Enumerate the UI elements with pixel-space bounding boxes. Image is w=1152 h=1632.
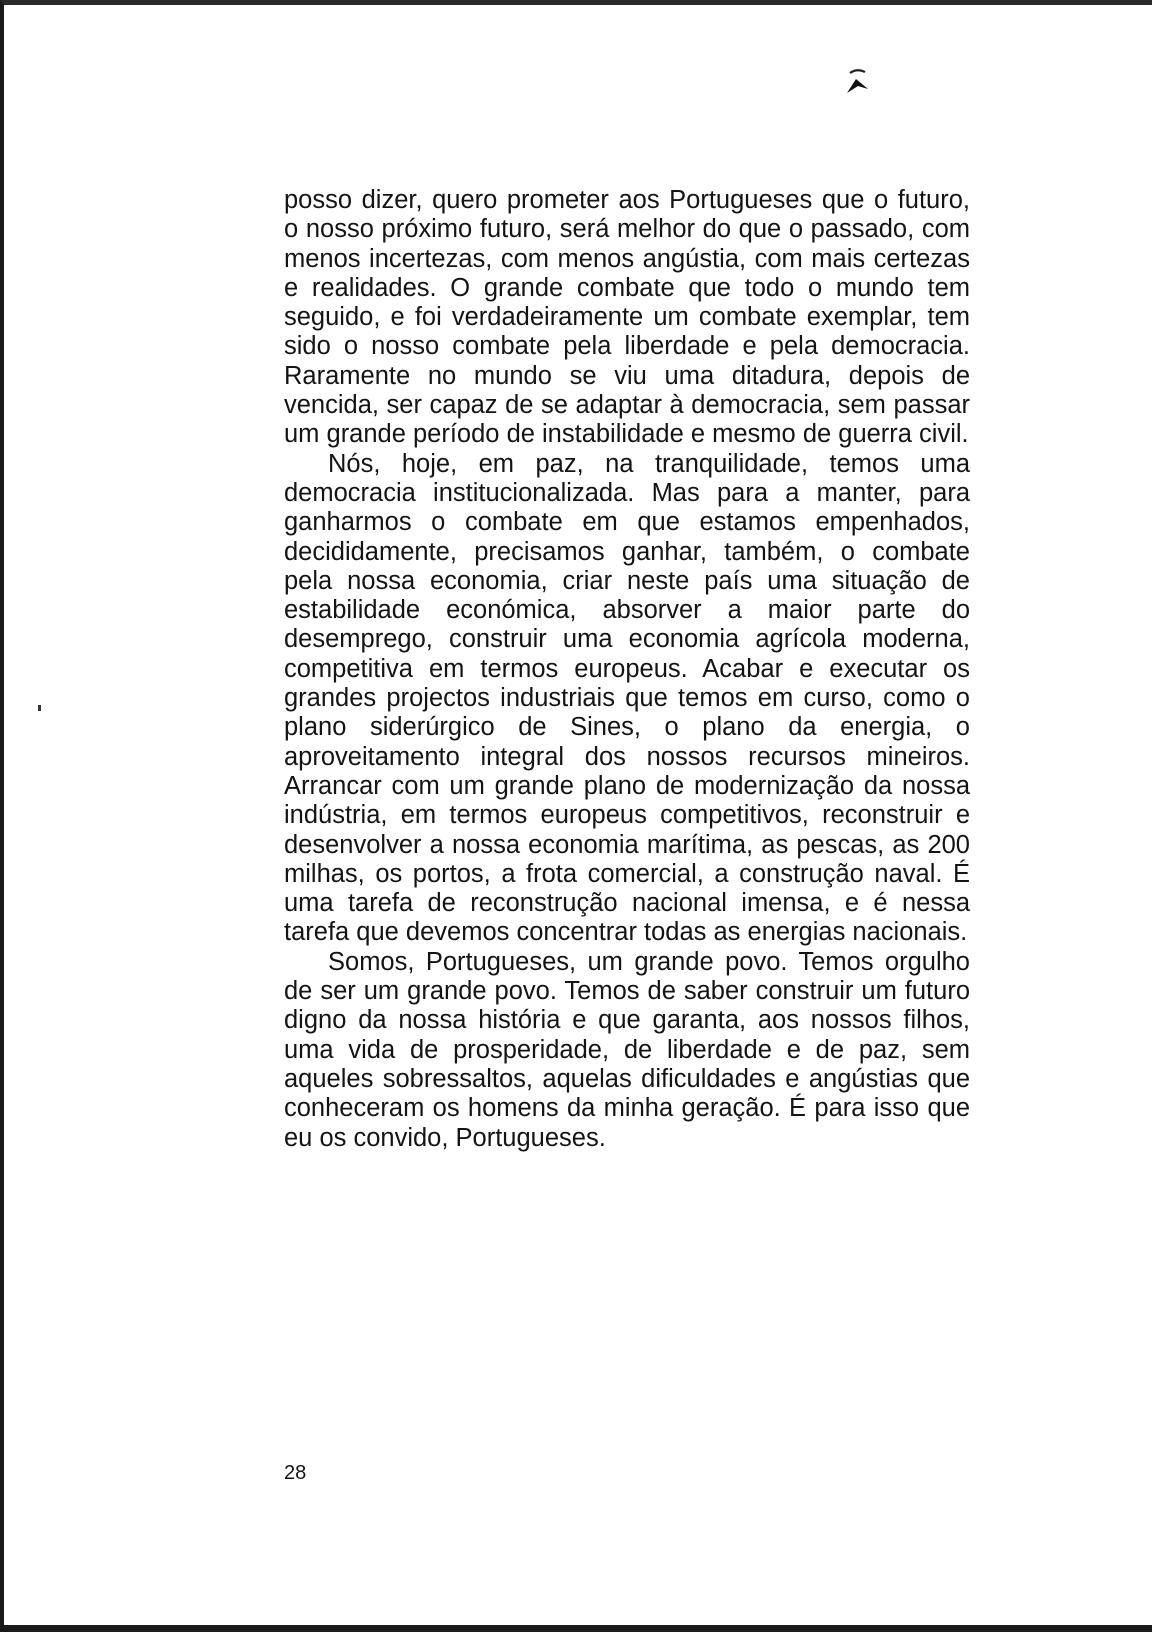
scan-speck: [38, 705, 41, 711]
page-number: 28: [284, 1462, 307, 1484]
paragraph-2: Nós, hoje, em paz, na tranquilidade, temos uma democracia institucionalizada. Mas para a manter, para ganharmos o combate em que estamos empenhados, decididamente, precisamos ganhar, também, o combate pela nossa economia, criar neste país uma situação de estabilidade económica, absorver a maior parte do desemprego, construir uma economia agrícola moderna, competitiva em termos europeus. Acabar e executar os grandes projectos industriais que temos em curso, como o plano siderúrgico de Sines, o plano da energia, o aproveitamento integral dos nossos recursos mineiros. Arrancar com um grande plano de modernização da nossa indústria, em termos europeus competitivos, reconstruir e desenvolver a nossa economia marítima, as pescas, as 200 milhas, os portos, a frota comercial, a construção naval. É uma tarefa de reconstrução nacional imensa, e é nessa tarefa que devemos concentrar todas as energias nacionais.: [284, 449, 970, 947]
body-text: [284, 186, 970, 1153]
paragraph-1: posso dizer, quero prometer aos Portugueses que o futuro, o nosso próximo futuro, será melhor do que o passado, com menos incertezas, com menos angústia, com mais certezas e realidades. O grande combate que todo o mundo tem seguido, e foi verdadeiramente um combate exemplar, tem sido o nosso combate pela liberdade e pela democracia. Raramente no mundo se viu uma ditadura, depois de vencida, ser capaz de se adaptar à democracia, sem passar um grande período de instabilidade e mesmo de guerra civil.: [284, 186, 970, 449]
paragraph-3: Somos, Portugueses, um grande povo. Temos orgulho de ser um grande povo. Temos de saber construir um futuro digno da nossa história e que garanta, aos nossos filhos, uma vida de prosperidade, de liberdade e de paz, sem aqueles sobressaltos, aquelas dificuldades e angústias que conheceram os homens da minha geração. É para isso que eu os convido, Portugueses.: [284, 947, 970, 1152]
ink-mark-icon: [844, 67, 870, 97]
